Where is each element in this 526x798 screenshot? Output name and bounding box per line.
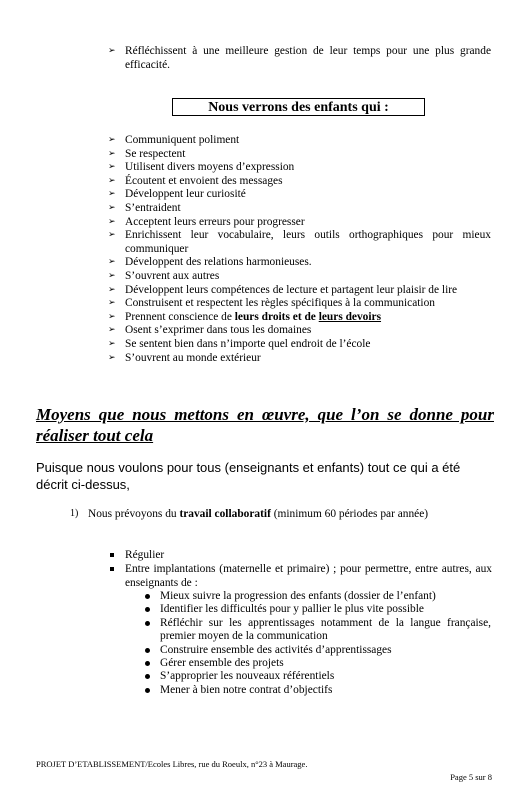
numbered-bold: travail collaboratif — [179, 508, 271, 520]
list-item — [108, 548, 492, 562]
arrow-bullet-icon: ➢ — [108, 135, 116, 145]
list-item — [108, 45, 491, 72]
arrow-bullet-icon: ➢ — [108, 325, 116, 336]
numbered-suffix: (minimum 60 périodes par année) — [270, 508, 429, 520]
list-item-text: Développent leur curiosité — [125, 188, 246, 201]
list-item-text: Régulier — [125, 549, 165, 561]
list-item — [108, 202, 491, 216]
list-item — [108, 134, 491, 148]
list-item-text: S’ouvrent au monde extérieur — [125, 351, 261, 364]
square-bullet-icon — [110, 553, 114, 557]
list-item-text: S’entraident — [125, 201, 181, 214]
arrow-bullet-icon: ➢ — [108, 216, 116, 227]
list-item-text: Entre implantations (maternelle et primaire) ; pour permettre, entre autres, aux enseignants de : — [125, 563, 492, 589]
list-item-text: Communiquent poliment — [125, 134, 240, 146]
list-item-text: Réfléchir sur les apprentissages notamment de la langue française, premier moyen de la communication — [160, 616, 491, 643]
arrow-bullet-icon: ➢ — [108, 298, 116, 309]
list-item-text: Construisent et respectent les règles spécifiques à la communication — [125, 297, 435, 310]
dot-bullet-icon — [145, 661, 150, 666]
rights-text: leurs droits et de — [234, 310, 319, 323]
list-item — [108, 324, 491, 338]
dot-bullet-icon — [145, 674, 150, 679]
list-item — [108, 216, 491, 230]
list-item — [142, 644, 491, 657]
dot-bullet-icon — [145, 607, 150, 612]
arrow-bullet-icon: ➢ — [108, 352, 116, 363]
numbered-item — [70, 507, 492, 521]
list-item — [108, 188, 491, 202]
arrow-bullet-icon: ➢ — [108, 257, 116, 268]
list-item-text: Mener à bien notre contrat d’objectifs — [160, 683, 333, 696]
list-item-text: Acceptent leurs erreurs pour progresser — [125, 215, 305, 228]
list-item — [108, 256, 491, 270]
intro-paragraph: Puisque nous voulons pour tous (enseignants et enfants) tout ce qui a été décrit ci-dessus, — [36, 460, 461, 492]
list-item-text: Mieux suivre la progression des enfants (dossier de l’enfant) — [160, 590, 436, 602]
arrow-bullet-icon: ➢ — [108, 230, 116, 241]
list-item — [108, 338, 491, 352]
arrow-bullet-icon: ➢ — [108, 311, 116, 322]
list-item — [108, 352, 491, 366]
section-heading: Moyens que nous mettons en œuvre, que l’on se donne pour réaliser tout cela — [36, 405, 494, 445]
arrow-bullet-icon: ➢ — [108, 270, 116, 281]
list-item-text: Osent s’exprimer dans tous les domaines — [125, 324, 312, 337]
dot-bullet-icon — [145, 621, 150, 626]
list-item-text: Réfléchissent à une meilleure gestion de leur temps pour une plus grande efficacité. — [125, 45, 491, 71]
list-item-text: Développent des relations harmonieuses. — [125, 256, 312, 269]
arrow-bullet-icon: ➢ — [108, 189, 116, 200]
list-item-text: Construire ensemble des activités d’apprentissages — [160, 643, 392, 656]
list-item-text: Se sentent bien dans n’importe quel endroit de l’école — [125, 337, 371, 350]
list-item-text: Utilisent divers moyens d’expression — [125, 161, 295, 174]
square-bullet-list — [108, 548, 492, 590]
arrow-bullet-icon: ➢ — [108, 162, 116, 173]
list-item — [108, 562, 492, 590]
list-item — [108, 175, 491, 189]
children-bullet-list — [108, 134, 491, 365]
item-number: 1) — [70, 508, 79, 519]
list-item — [142, 657, 491, 670]
list-item — [142, 603, 491, 616]
list-item — [108, 229, 491, 256]
numbered-prefix: Nous prévoyons du — [88, 508, 180, 520]
numbered-item-text — [88, 507, 492, 521]
list-item — [108, 270, 491, 284]
square-bullet-icon — [110, 567, 114, 571]
list-item — [142, 617, 491, 644]
page-number: Page 5 sur 8 — [450, 772, 492, 782]
list-item-text: Prennent conscience de — [125, 310, 235, 323]
list-item-text: Identifier les difficultés pour y pallier le plus vite possible — [160, 603, 424, 616]
arrow-bullet-icon: ➢ — [108, 148, 116, 159]
list-item — [142, 590, 491, 603]
duties-text: leurs devoirs — [318, 310, 382, 323]
list-item — [108, 311, 491, 325]
arrow-bullet-icon: ➢ — [108, 284, 116, 295]
page-footer: PROJET D’ETABLISSEMENT/Ecoles Libres, rue du Roeulx, n°23 à Maurage. — [36, 759, 308, 769]
list-item-text: Se respectent — [125, 147, 186, 160]
top-bullet-list — [108, 45, 491, 72]
list-item-text: Développent leurs compétences de lecture et partagent leur plaisir de lire — [125, 283, 458, 296]
list-item-text: Gérer ensemble des projets — [160, 657, 284, 670]
arrow-bullet-icon: ➢ — [108, 175, 116, 186]
dot-bullet-icon — [145, 688, 150, 693]
dot-bullet-icon — [145, 594, 150, 599]
list-item-text: Écoutent et envoient des messages — [125, 174, 283, 187]
dot-bullet-list — [142, 590, 491, 697]
arrow-bullet-icon: ➢ — [108, 202, 116, 213]
boxed-title: Nous verrons des enfants qui : — [172, 98, 425, 116]
list-item — [142, 684, 491, 697]
arrow-bullet-icon: ➢ — [108, 46, 116, 56]
list-item-text: Enrichissent leur vocabulaire, leurs outils orthographiques pour mieux communiquer — [125, 229, 491, 255]
list-item — [108, 297, 491, 311]
list-item — [108, 284, 491, 298]
list-item — [142, 670, 491, 683]
list-item — [108, 161, 491, 175]
arrow-bullet-icon: ➢ — [108, 338, 116, 349]
list-item — [108, 148, 491, 162]
list-item-text: S’ouvrent aux autres — [125, 269, 220, 282]
list-item-text: S’approprier les nouveaux référentiels — [160, 670, 335, 683]
dot-bullet-icon — [145, 648, 150, 653]
